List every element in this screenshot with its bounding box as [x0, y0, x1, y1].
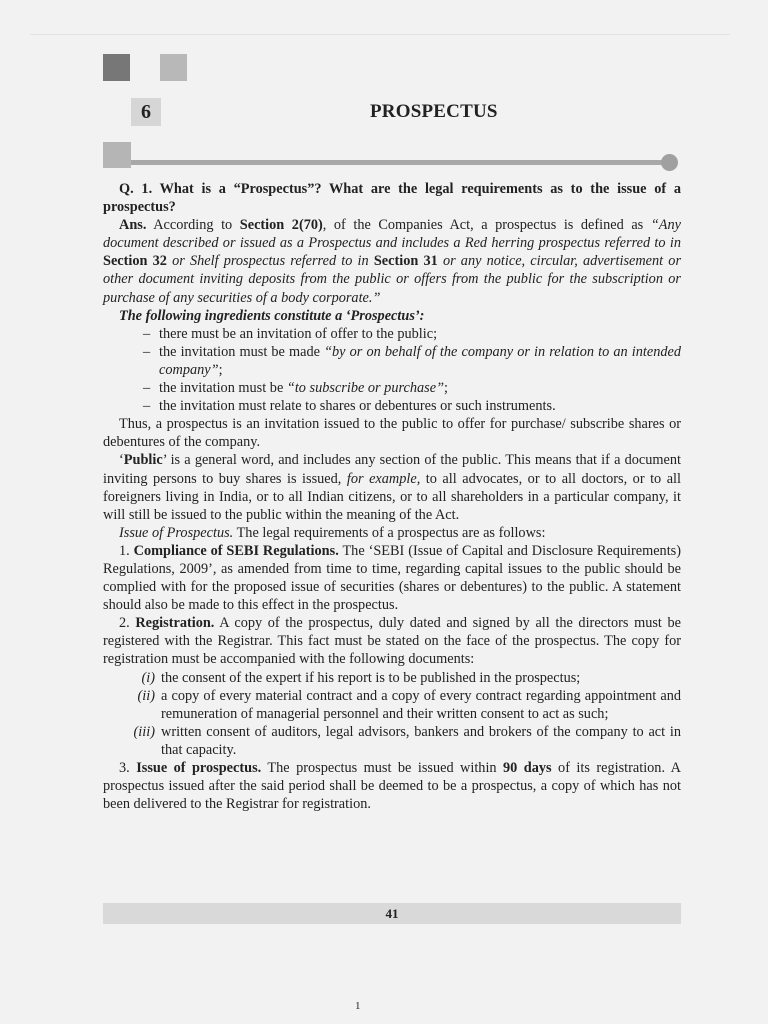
sub-item [103, 723, 681, 759]
item-1-text: The ‘SEBI (Issue of Capital and Disclosure Requirements) Regulations, 2009’, as amended from time to time, regarding capital issues to the public should be complied with for the proposed issue of securities (shares or debentures) to the public. A statement should also be made to this effect in the prospectus. [103, 542, 682, 614]
dash-text-3c: ; [444, 380, 448, 397]
dash-text-2b: “by or on behalf of the company or in relation to an intended company” [159, 343, 681, 378]
rule-dot [661, 154, 678, 171]
dash-item [103, 379, 681, 397]
sub-item-text: the consent of the expert if his report is to be published in the prospectus; [161, 669, 581, 686]
public-paragraph: ‘Public’ is a general word, and includes any section of the public. This means that if a document inviting persons to buy shares is issued, for example, to all advocates, or to all doctors, or to all foreigners living in India, or to all Indian citizens, or to all shareholders in a particular company, it will still be issued to the public within the meaning of the Act. [103, 452, 682, 523]
dash-mark: – [143, 325, 151, 342]
ans-section-32: Section 32 [103, 253, 167, 270]
dash-mark: – [143, 343, 151, 360]
decorative-square-dark [103, 54, 130, 81]
ans-text-1: According to [153, 217, 233, 234]
ans-section-31: Section 31 [373, 253, 438, 270]
dash-mark: – [143, 398, 151, 415]
sub-item-number: (ii) [137, 687, 155, 704]
item-2-number: 2. [119, 615, 130, 632]
rule-block [103, 142, 131, 168]
ans-quote-a: “Any document described or issued as a Prospectus and includes a Red herring prospectus referred to in [103, 217, 681, 252]
item-3 [103, 759, 681, 813]
dash-text-3a: the invitation must be [159, 380, 284, 397]
dash-text-2a: the invitation must be made [159, 343, 320, 360]
sub-item-number: (i) [141, 669, 155, 686]
item-1-heading: Compliance of SEBI Regulations. [133, 542, 339, 559]
item-2-heading: Registration. [135, 615, 215, 632]
dash-item [103, 343, 681, 379]
ans-quote-b: or Shelf prospectus referred to in [172, 253, 369, 270]
item-2 [103, 614, 681, 668]
item-1-number: 1. [119, 542, 130, 559]
item-3-heading: Issue of prospectus. [136, 760, 262, 776]
answer-paragraph [103, 216, 681, 306]
question-heading: Q. 1. What is a “Prospectus”? What are the legal requirements as to the issue of a prospectus? [103, 181, 681, 216]
issue-paragraph [103, 524, 681, 542]
sub-item [103, 687, 681, 723]
dash-item [103, 397, 681, 415]
ingredients-heading-text: The following ingredients constitute a ‘Prospectus’: [119, 307, 425, 324]
chapter-number: 6 [131, 98, 161, 126]
sub-item-text: written consent of auditors, legal advisors, bankers and brokers of the company to act in that capacity. [161, 723, 681, 758]
dash-text-1: there must be an invitation of offer to the public; [159, 325, 438, 342]
ans-section: Section 2(70) [239, 217, 323, 234]
dash-text-3b: “to subscribe or purchase” [286, 380, 445, 397]
page-content [103, 180, 681, 813]
item-3-days: 90 days [503, 760, 552, 776]
item-1 [103, 542, 681, 614]
dash-mark: – [143, 380, 151, 397]
ingredients-heading [103, 307, 681, 325]
item-2-text: A copy of the prospectus, duly dated and signed by all the directors must be registered with the Registrar. This fact must be stated on the face of the prospectus. The copy for registration must be accompanied with the following documents: [103, 615, 681, 668]
top-divider [30, 34, 730, 35]
issue-text: The legal requirements of a prospectus are as follows: [236, 524, 546, 541]
footer-page-number: 41 [103, 903, 681, 924]
sub-item-number: (iii) [133, 723, 155, 740]
item-3-text-a: The prospectus must be issued within [267, 760, 497, 776]
sub-item [103, 669, 681, 687]
scan-page-number: 1 [355, 1000, 361, 1012]
issue-heading: Issue of Prospectus. [119, 524, 234, 541]
public-text-b: to all advocates, or to all doctors, or to all foreigners living in India, or to all Indian citizens, or to all shareholders in a particular company, it will still be issued to the public within the meaning of the Act. [103, 470, 682, 523]
dash-item [103, 325, 681, 343]
item-3-text-b: of its registration. A prospectus issued after the said period shall be deemed to be a prospectus, a copy of which has not been delivered to the Registrar for registration. [103, 760, 682, 813]
thus-paragraph: Thus, a prospectus is an invitation issued to the public to offer for purchase/ subscribe shares or debentures of the company. [103, 416, 681, 451]
dash-text-2c: ; [218, 361, 223, 378]
chapter-title: PROSPECTUS [370, 101, 498, 122]
public-example: for example, [346, 470, 421, 487]
decorative-square-light [160, 54, 187, 81]
ans-label: Ans. [119, 217, 147, 234]
ans-quote-c: or any notice, circular, advertisement or other document inviting deposits from the public or offers from the public for the subscription or purchase of any securities of a body corporate.” [103, 253, 682, 306]
ans-text-2: , of the Companies Act, a prospectus is defined as [322, 217, 644, 234]
item-3-number: 3. [119, 760, 130, 776]
sub-item-text: a copy of every material contract and a copy of every contract regarding appointment and remuneration of managerial personnel and their written consent to act as such; [161, 687, 681, 722]
dash-text-4: the invitation must relate to shares or debentures or such instruments. [159, 398, 556, 415]
public-term: Public [123, 452, 163, 469]
rule-line [131, 160, 671, 165]
public-text-a: ’ is a general word, and includes any section of the public. This means that if a document inviting persons to buy shares is issued, [103, 452, 681, 487]
